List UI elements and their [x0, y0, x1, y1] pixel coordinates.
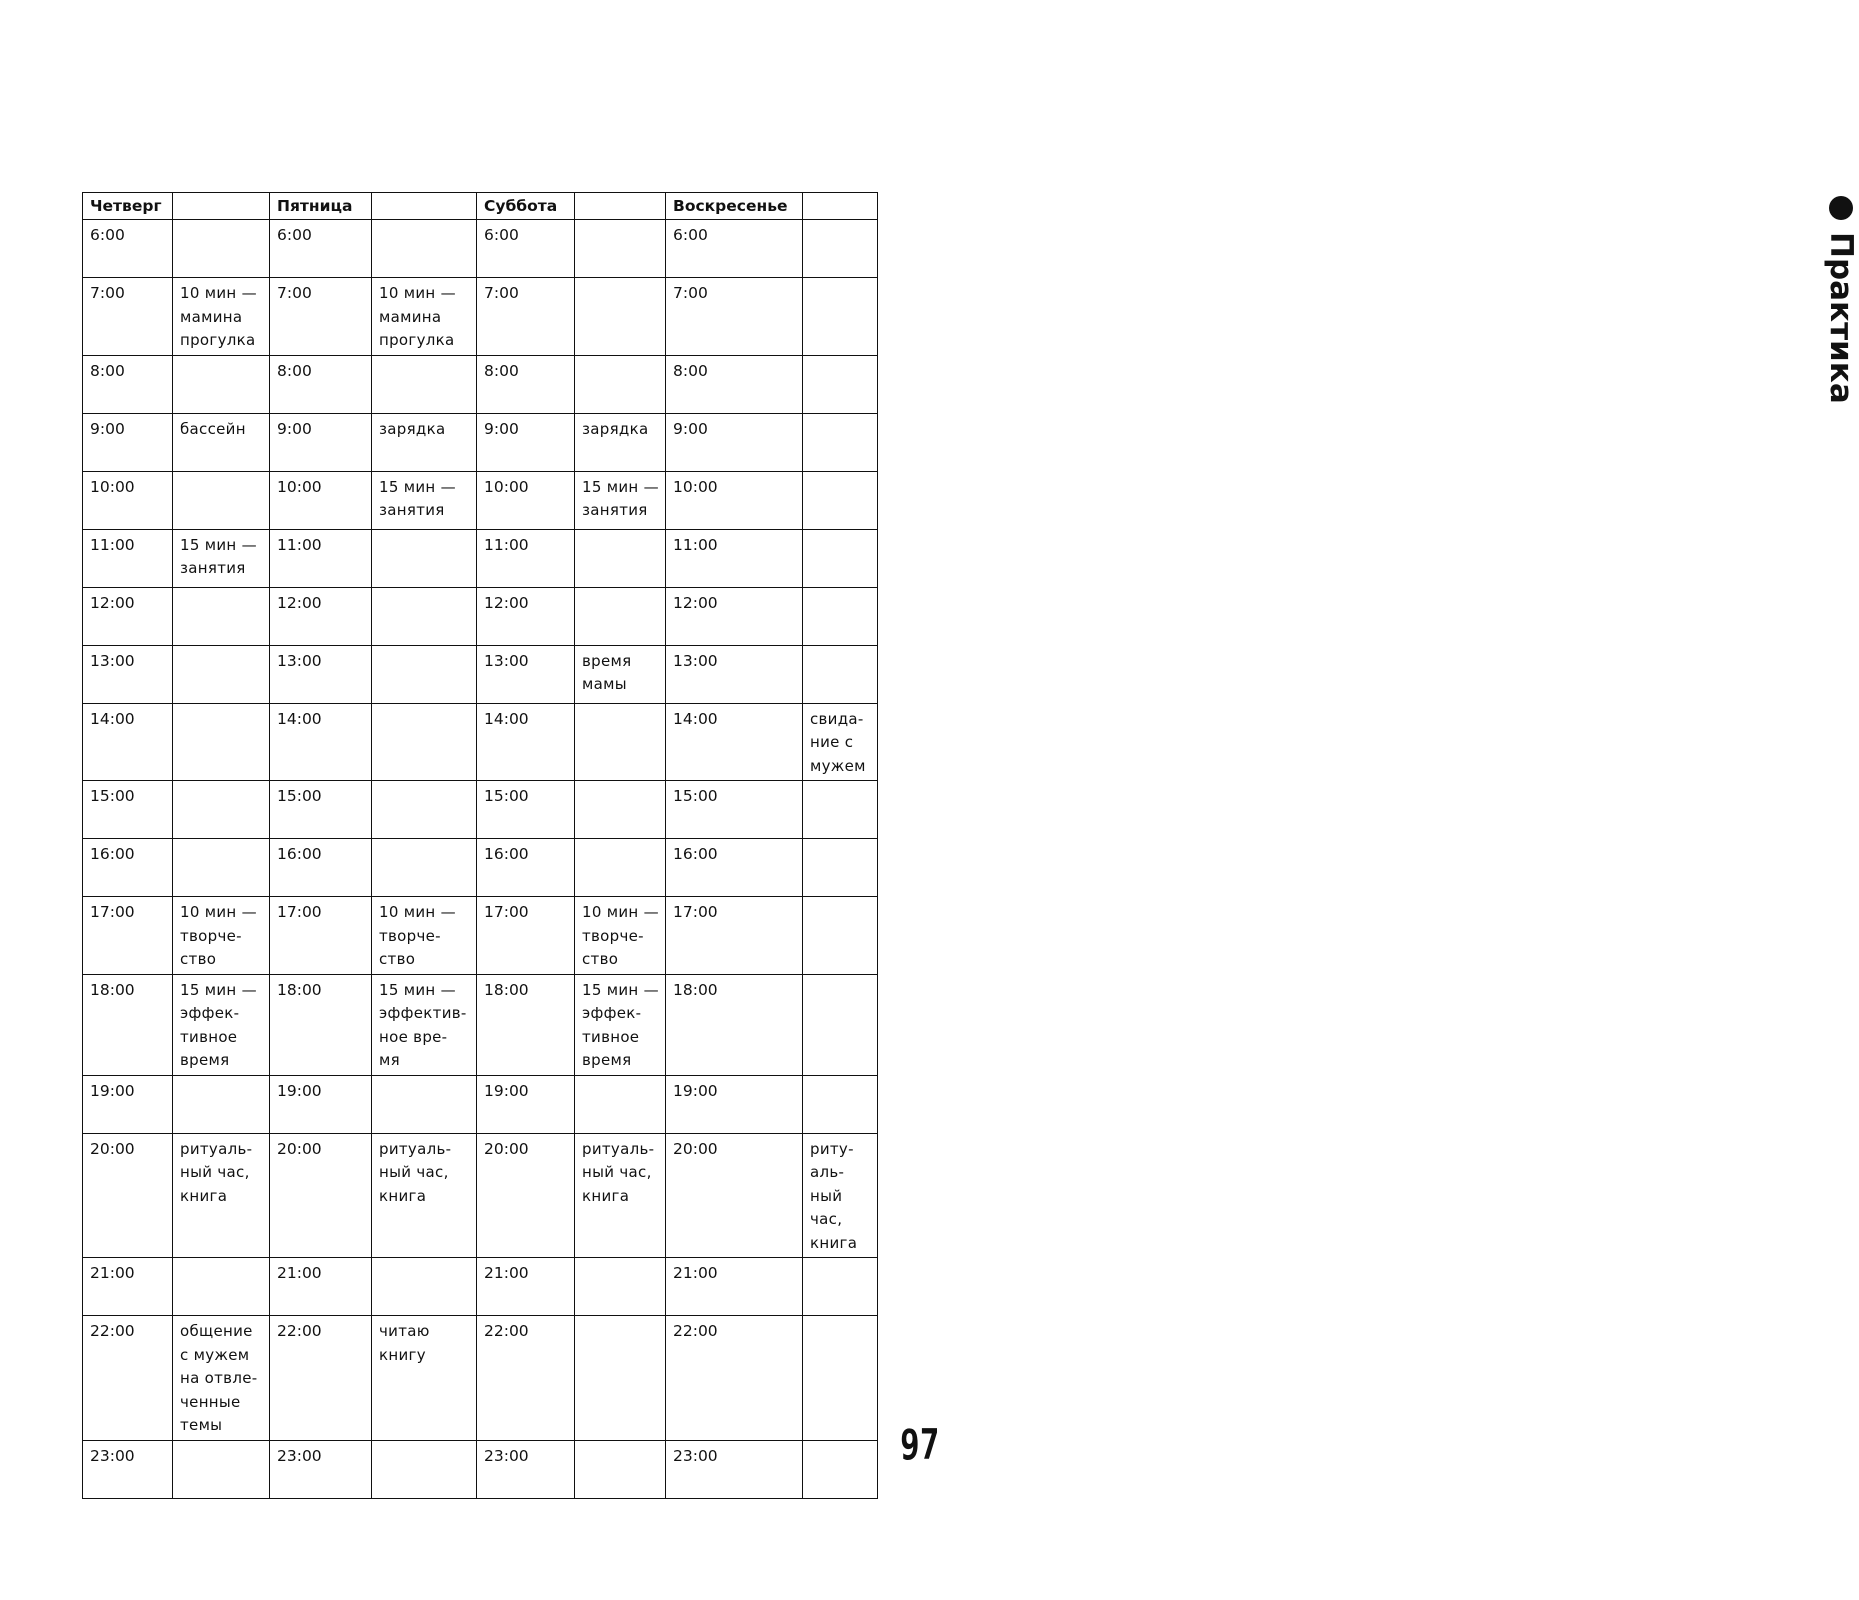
- time-cell: 20:00: [477, 1133, 575, 1258]
- time-cell: 8:00: [270, 355, 372, 413]
- activity-cell: [803, 839, 878, 897]
- activity-cell: [803, 587, 878, 645]
- activity-cell: [173, 220, 270, 278]
- time-cell: 23:00: [270, 1440, 372, 1498]
- activity-cell: [575, 703, 666, 781]
- schedule-body: [83, 220, 878, 1499]
- activity-cell: 10 мин — творче- ство: [575, 897, 666, 975]
- table-row: [83, 529, 878, 587]
- time-cell: 16:00: [666, 839, 803, 897]
- notes-header: [575, 193, 666, 220]
- time-cell: 16:00: [270, 839, 372, 897]
- activity-cell: [173, 471, 270, 529]
- time-cell: 14:00: [477, 703, 575, 781]
- time-cell: 14:00: [666, 703, 803, 781]
- activity-cell: читаю книгу: [372, 1316, 477, 1441]
- time-cell: 17:00: [83, 897, 173, 975]
- activity-cell: [803, 645, 878, 703]
- activity-cell: [372, 781, 477, 839]
- notes-header: [803, 193, 878, 220]
- table-row: [83, 1133, 878, 1258]
- activity-cell: общение с мужем на отвле- ченные темы: [173, 1316, 270, 1441]
- time-cell: 12:00: [477, 587, 575, 645]
- time-cell: 6:00: [270, 220, 372, 278]
- time-cell: 6:00: [83, 220, 173, 278]
- activity-cell: 15 мин — эффек- тивное время: [173, 974, 270, 1075]
- time-cell: 6:00: [666, 220, 803, 278]
- time-cell: 13:00: [477, 645, 575, 703]
- activity-cell: зарядка: [575, 413, 666, 471]
- activity-cell: [803, 897, 878, 975]
- activity-cell: 10 мин — творче- ство: [372, 897, 477, 975]
- activity-cell: 15 мин — эффектив- ное вре- мя: [372, 974, 477, 1075]
- table-row: [83, 1316, 878, 1441]
- time-cell: 12:00: [83, 587, 173, 645]
- time-cell: 20:00: [83, 1133, 173, 1258]
- activity-cell: зарядка: [372, 413, 477, 471]
- activity-cell: [803, 1440, 878, 1498]
- activity-cell: [803, 974, 878, 1075]
- time-cell: 20:00: [666, 1133, 803, 1258]
- activity-cell: [575, 1258, 666, 1316]
- time-cell: 8:00: [477, 355, 575, 413]
- activity-cell: время мамы: [575, 645, 666, 703]
- time-cell: 13:00: [270, 645, 372, 703]
- time-cell: 14:00: [270, 703, 372, 781]
- page-number: 97: [900, 1420, 940, 1469]
- time-cell: 10:00: [270, 471, 372, 529]
- time-cell: 7:00: [477, 278, 575, 356]
- time-cell: 19:00: [477, 1075, 575, 1133]
- activity-cell: [575, 1440, 666, 1498]
- time-cell: 19:00: [83, 1075, 173, 1133]
- activity-cell: [372, 839, 477, 897]
- table-row: [83, 645, 878, 703]
- time-cell: 23:00: [477, 1440, 575, 1498]
- bullet-dot-icon: [1829, 196, 1853, 220]
- time-cell: 19:00: [270, 1075, 372, 1133]
- activity-cell: [803, 471, 878, 529]
- activity-cell: 15 мин — занятия: [575, 471, 666, 529]
- time-cell: 9:00: [666, 413, 803, 471]
- day-header: Четверг: [83, 193, 173, 220]
- time-cell: 22:00: [477, 1316, 575, 1441]
- activity-cell: [575, 220, 666, 278]
- day-header: Суббота: [477, 193, 575, 220]
- time-cell: 12:00: [270, 587, 372, 645]
- activity-cell: 10 мин — творче- ство: [173, 897, 270, 975]
- time-cell: 21:00: [270, 1258, 372, 1316]
- time-cell: 12:00: [666, 587, 803, 645]
- table-row: [83, 355, 878, 413]
- section-label: Практика: [1823, 232, 1859, 404]
- activity-cell: [173, 781, 270, 839]
- time-cell: 19:00: [666, 1075, 803, 1133]
- table-row: [83, 471, 878, 529]
- activity-cell: [803, 1258, 878, 1316]
- time-cell: 15:00: [477, 781, 575, 839]
- activity-cell: [575, 1075, 666, 1133]
- schedule-sheet: [82, 192, 877, 1499]
- table-row: [83, 587, 878, 645]
- time-cell: 9:00: [83, 413, 173, 471]
- activity-cell: [803, 220, 878, 278]
- time-cell: 7:00: [666, 278, 803, 356]
- activity-cell: [173, 355, 270, 413]
- activity-cell: [575, 355, 666, 413]
- time-cell: 6:00: [477, 220, 575, 278]
- time-cell: 16:00: [83, 839, 173, 897]
- activity-cell: [803, 781, 878, 839]
- time-cell: 17:00: [666, 897, 803, 975]
- activity-cell: [372, 645, 477, 703]
- time-cell: 7:00: [83, 278, 173, 356]
- activity-cell: [803, 1316, 878, 1441]
- day-header: Воскресенье: [666, 193, 803, 220]
- table-row: [83, 1075, 878, 1133]
- time-cell: 16:00: [477, 839, 575, 897]
- activity-cell: [372, 1440, 477, 1498]
- activity-cell: [372, 529, 477, 587]
- activity-cell: [803, 529, 878, 587]
- time-cell: 21:00: [83, 1258, 173, 1316]
- time-cell: 23:00: [83, 1440, 173, 1498]
- activity-cell: [173, 839, 270, 897]
- time-cell: 8:00: [666, 355, 803, 413]
- activity-cell: [372, 355, 477, 413]
- time-cell: 21:00: [477, 1258, 575, 1316]
- time-cell: 22:00: [270, 1316, 372, 1441]
- activity-cell: [173, 587, 270, 645]
- activity-cell: [173, 1440, 270, 1498]
- table-row: [83, 897, 878, 975]
- notes-header: [173, 193, 270, 220]
- time-cell: 8:00: [83, 355, 173, 413]
- table-row: [83, 781, 878, 839]
- activity-cell: бассейн: [173, 413, 270, 471]
- time-cell: 20:00: [270, 1133, 372, 1258]
- activity-cell: [803, 278, 878, 356]
- time-cell: 15:00: [666, 781, 803, 839]
- section-marker: [912, 98, 1859, 404]
- activity-cell: 15 мин — занятия: [173, 529, 270, 587]
- time-cell: 10:00: [477, 471, 575, 529]
- table-row: [83, 839, 878, 897]
- time-cell: 17:00: [270, 897, 372, 975]
- activity-cell: [575, 1316, 666, 1441]
- time-cell: 17:00: [477, 897, 575, 975]
- time-cell: 11:00: [270, 529, 372, 587]
- time-cell: 15:00: [270, 781, 372, 839]
- activity-cell: [575, 781, 666, 839]
- activity-cell: [575, 529, 666, 587]
- activity-cell: [372, 587, 477, 645]
- time-cell: 9:00: [477, 413, 575, 471]
- activity-cell: 15 мин — занятия: [372, 471, 477, 529]
- time-cell: 18:00: [666, 974, 803, 1075]
- activity-cell: 15 мин — эффек- тивное время: [575, 974, 666, 1075]
- table-row: [83, 703, 878, 781]
- time-cell: 9:00: [270, 413, 372, 471]
- activity-cell: [173, 1075, 270, 1133]
- time-cell: 18:00: [270, 974, 372, 1075]
- time-cell: 13:00: [666, 645, 803, 703]
- activity-cell: [372, 703, 477, 781]
- activity-cell: [575, 839, 666, 897]
- activity-cell: [372, 220, 477, 278]
- day-header: Пятница: [270, 193, 372, 220]
- activity-cell: ритуаль- ный час, книга: [575, 1133, 666, 1258]
- activity-cell: свида- ние с мужем: [803, 703, 878, 781]
- time-cell: 7:00: [270, 278, 372, 356]
- time-cell: 13:00: [83, 645, 173, 703]
- activity-cell: [803, 1075, 878, 1133]
- time-cell: 11:00: [477, 529, 575, 587]
- time-cell: 22:00: [666, 1316, 803, 1441]
- activity-cell: [372, 1075, 477, 1133]
- activity-cell: [372, 1258, 477, 1316]
- activity-cell: [803, 413, 878, 471]
- time-cell: 11:00: [666, 529, 803, 587]
- table-row: [83, 1440, 878, 1498]
- activity-cell: [575, 278, 666, 356]
- table-row: [83, 220, 878, 278]
- activity-cell: [173, 1258, 270, 1316]
- time-cell: 14:00: [83, 703, 173, 781]
- notes-header: [372, 193, 477, 220]
- time-cell: 21:00: [666, 1258, 803, 1316]
- activity-cell: [173, 703, 270, 781]
- time-cell: 22:00: [83, 1316, 173, 1441]
- time-cell: 23:00: [666, 1440, 803, 1498]
- activity-cell: [173, 645, 270, 703]
- time-cell: 18:00: [477, 974, 575, 1075]
- activity-cell: ритуаль- ный час, книга: [372, 1133, 477, 1258]
- time-cell: 11:00: [83, 529, 173, 587]
- time-cell: 15:00: [83, 781, 173, 839]
- activity-cell: риту- аль- ный час, книга: [803, 1133, 878, 1258]
- table-row: [83, 974, 878, 1075]
- table-row: [83, 278, 878, 356]
- table-row: [83, 1258, 878, 1316]
- weekly-schedule-table: [82, 192, 878, 1499]
- table-row: [83, 413, 878, 471]
- header-row: [83, 193, 878, 220]
- activity-cell: 10 мин — мамина прогулка: [173, 278, 270, 356]
- activity-cell: [575, 587, 666, 645]
- activity-cell: ритуаль- ный час, книга: [173, 1133, 270, 1258]
- time-cell: 10:00: [666, 471, 803, 529]
- time-cell: 10:00: [83, 471, 173, 529]
- time-cell: 18:00: [83, 974, 173, 1075]
- activity-cell: [803, 355, 878, 413]
- activity-cell: 10 мин — мамина прогулка: [372, 278, 477, 356]
